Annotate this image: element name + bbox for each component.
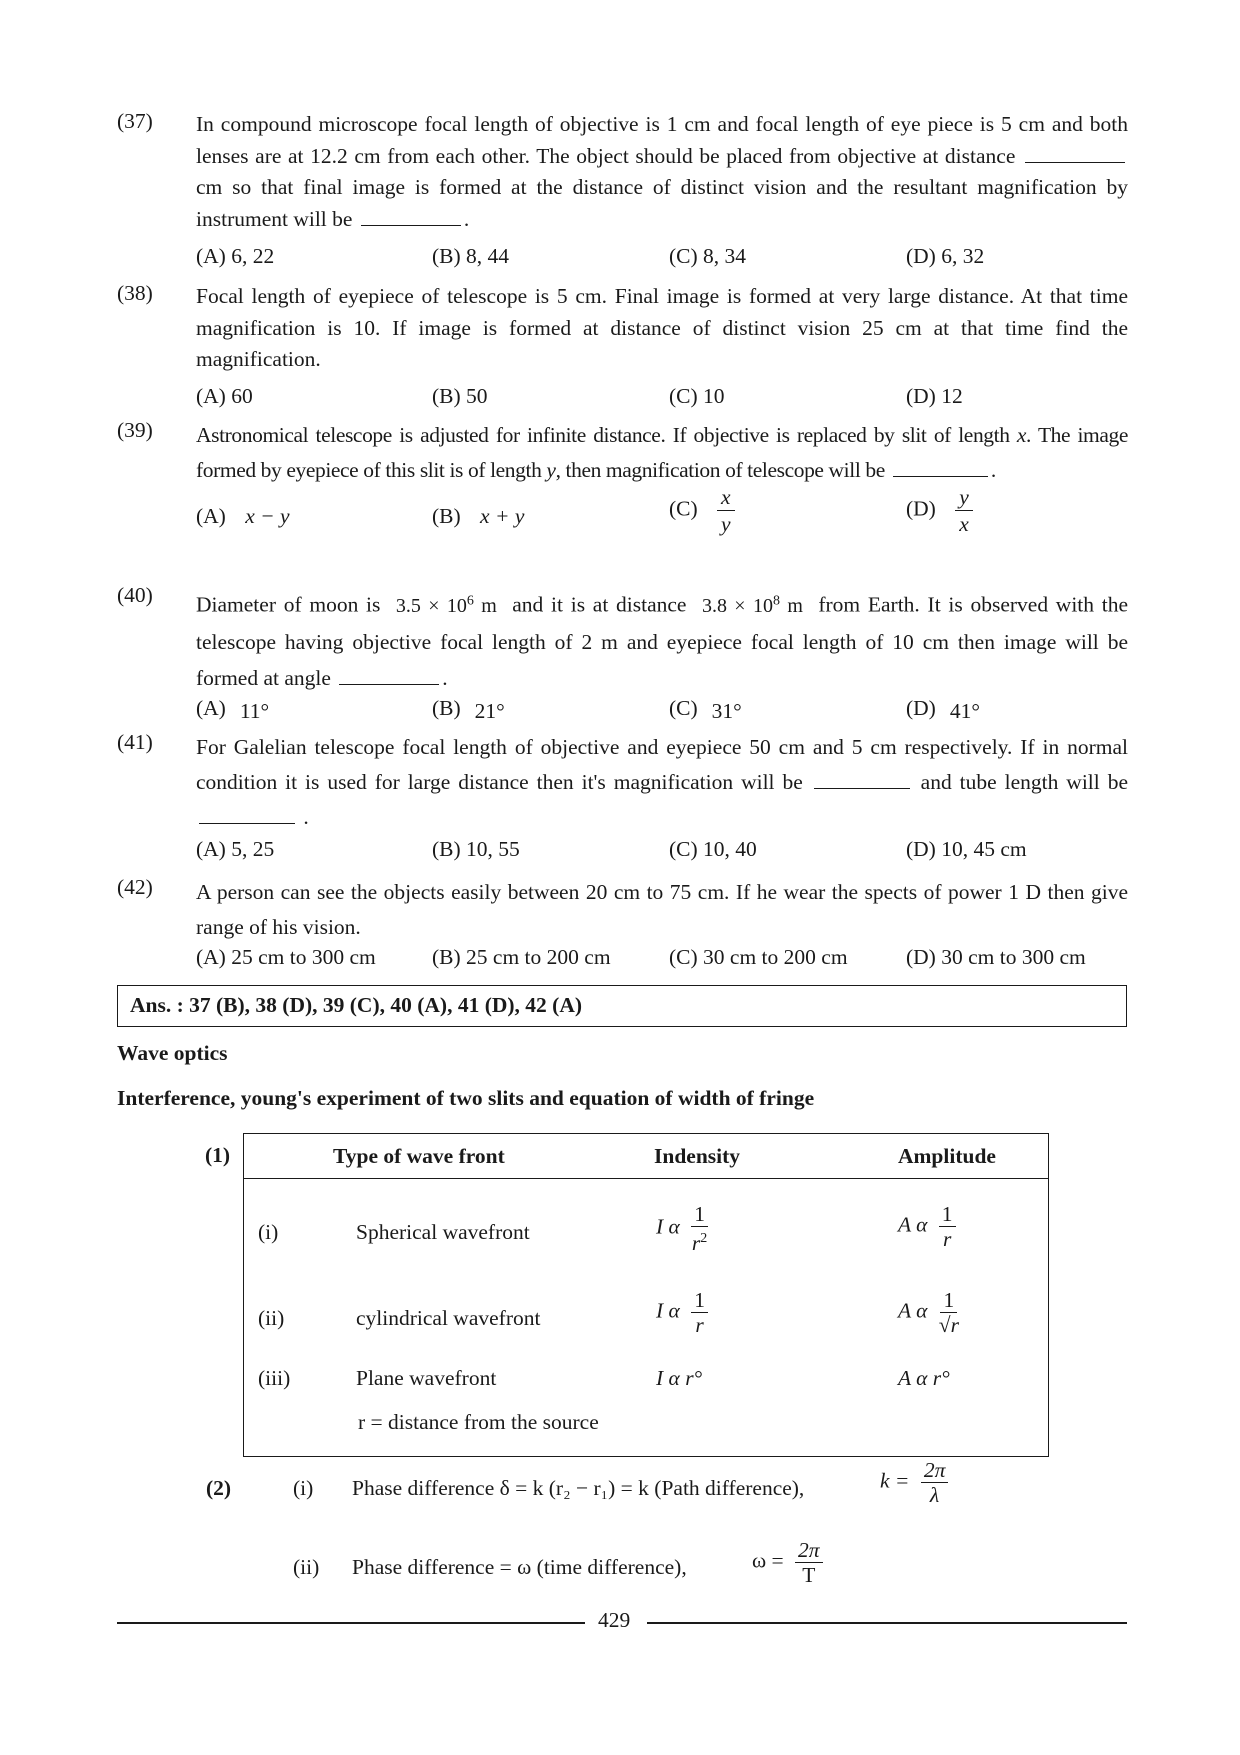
fraction-denominator: T xyxy=(802,1563,816,1587)
formula-fraction xyxy=(795,1538,823,1587)
option-d[interactable]: (D) 10, 45 cm xyxy=(906,837,1027,861)
formula-prefix: I α xyxy=(656,1298,680,1323)
formula-prefix: ω = xyxy=(752,1548,784,1573)
phase-difference-formula xyxy=(352,1476,804,1501)
option-c[interactable]: (C) 8, 34 xyxy=(669,244,747,268)
wave-number-formula xyxy=(880,1458,948,1507)
fraction-numerator: 1 xyxy=(691,1288,708,1313)
angular-frequency-formula xyxy=(752,1538,823,1587)
option-c[interactable]: (C) 10 xyxy=(669,384,725,408)
answer-blank xyxy=(339,666,439,685)
row-intensity xyxy=(656,1288,708,1337)
question-41 xyxy=(117,730,1128,861)
formula-fraction xyxy=(691,1202,708,1255)
question-text-part: . xyxy=(303,805,309,829)
option-a[interactable]: (A) 5, 25 xyxy=(196,837,275,861)
fraction-denominator xyxy=(692,1227,707,1255)
sub-index: (i) xyxy=(293,1476,314,1500)
question-40 xyxy=(117,583,1129,723)
answer-blank xyxy=(893,458,988,477)
question-number: (42) xyxy=(117,875,153,899)
option-value: 41° xyxy=(949,699,980,723)
option-value: x + y xyxy=(480,504,525,528)
fraction-denominator: r xyxy=(695,1313,704,1337)
option-label: (D) xyxy=(906,496,936,521)
fraction-numerator: 2π xyxy=(921,1458,949,1483)
row-type: Plane wavefront xyxy=(356,1366,497,1390)
option-label: (C) xyxy=(669,496,698,521)
moon-diameter xyxy=(396,595,497,617)
question-text-part: Diameter of moon is xyxy=(196,592,381,617)
sub-index: (ii) xyxy=(293,1555,320,1579)
option-c[interactable] xyxy=(669,484,735,537)
option-b[interactable]: (B) 8, 44 xyxy=(432,244,510,268)
question-text-part: In compound microscope focal length of objective is 1 cm and focal length of eye piece is 5 cm and both lenses are at 12.2 cm from each other. The object should be placed from objective at distance xyxy=(196,112,1128,168)
table-note: r = distance from the source xyxy=(358,1410,599,1434)
fraction-numerator: 2π xyxy=(795,1538,823,1563)
row-intensity: I α r° xyxy=(656,1366,703,1390)
question-number: (39) xyxy=(117,418,153,442)
formula-fraction xyxy=(939,1202,956,1251)
variable-y: y xyxy=(546,458,556,482)
header-intensity: Indensity xyxy=(654,1144,741,1168)
header-amplitude: Amplitude xyxy=(898,1144,996,1168)
option-a[interactable] xyxy=(196,504,290,529)
question-text: A person can see the objects easily between 20 cm to 75 cm. If he wear the spects of power 1 D then give range of his vision. xyxy=(196,880,1128,939)
question-text-part: . xyxy=(990,458,996,482)
variable-x: x xyxy=(1016,423,1027,447)
item-label: (2) xyxy=(206,1476,232,1500)
table-header xyxy=(244,1134,1048,1179)
question-text-part: cm so that final image is formed at the distance of distinct vision and the resultant magnification by instrument will be xyxy=(196,175,1128,231)
sci-exponent: 6 xyxy=(466,593,474,608)
row-amplitude xyxy=(898,1202,956,1251)
fraction-numerator: 1 xyxy=(940,1288,957,1313)
question-text xyxy=(196,730,1128,835)
answer-blank xyxy=(361,207,461,226)
option-value: 21° xyxy=(474,699,505,723)
option-label: (A) xyxy=(196,696,226,720)
footer-rule-right xyxy=(647,1622,1127,1624)
row-index: (iii) xyxy=(258,1366,291,1390)
answer-blank xyxy=(199,805,295,824)
option-d[interactable] xyxy=(906,696,980,721)
formula-text: Phase difference δ = k (r₂ − r₁) = k (Path difference), xyxy=(352,1476,805,1500)
answer-key-box: Ans. : 37 (B), 38 (D), 39 (C), 40 (A), 41 (D), 42 (A) xyxy=(117,985,1127,1027)
fraction-denominator: √r xyxy=(938,1313,959,1337)
question-text xyxy=(196,109,1128,235)
option-b[interactable]: (B) 50 xyxy=(432,384,488,408)
fraction-denominator: y xyxy=(721,512,731,536)
section-title: Wave optics xyxy=(117,1041,228,1065)
question-number: (40) xyxy=(117,583,153,607)
formula-prefix: A α xyxy=(898,1212,928,1237)
option-a[interactable]: (A) 25 cm to 300 cm xyxy=(196,945,376,969)
question-number: (41) xyxy=(117,730,153,754)
question-text-part: and it is at distance xyxy=(512,592,687,617)
fraction-denominator: r xyxy=(942,1227,952,1251)
option-d[interactable]: (D) 12 xyxy=(906,384,963,408)
option-fraction xyxy=(955,484,973,537)
sci-exponent: 8 xyxy=(772,593,780,608)
option-a[interactable]: (A) 6, 22 xyxy=(196,244,275,268)
answer-blank xyxy=(814,770,910,789)
option-label: (D) xyxy=(906,696,936,720)
question-text-part: from Earth. It is observed with the telescope having objective focal length of 2 m and eyepiece focal length of 10 cm then image will be formed at angle xyxy=(196,592,1129,690)
formula-fraction xyxy=(939,1288,959,1337)
row-type: Spherical wavefront xyxy=(356,1220,530,1244)
unit: m xyxy=(481,594,497,617)
answer-blank xyxy=(1025,144,1125,163)
question-text-part: , then magnification of telescope will be xyxy=(555,458,885,482)
fraction-denominator: x xyxy=(959,512,969,536)
option-b[interactable]: (B) 25 cm to 200 cm xyxy=(432,945,611,969)
option-d[interactable]: (D) 30 cm to 300 cm xyxy=(906,945,1086,969)
page-number: 429 xyxy=(598,1608,631,1632)
fraction-numerator: 1 xyxy=(939,1202,956,1227)
formula-text: Phase difference = ω (time difference), xyxy=(352,1555,687,1579)
unit: m xyxy=(787,594,803,617)
question-text-part: and tube length will be xyxy=(920,770,1128,794)
option-value: 11° xyxy=(239,699,270,723)
question-text xyxy=(196,583,1128,696)
option-value: x − y xyxy=(245,504,290,528)
sci-base: 3.5 × 10 xyxy=(395,594,467,617)
question-number: (37) xyxy=(117,109,153,133)
question-text-part: . xyxy=(463,206,470,231)
option-c[interactable]: (C) 30 cm to 200 cm xyxy=(669,945,848,969)
formula-prefix: A α xyxy=(898,1298,928,1323)
footer-rule-left xyxy=(117,1622,585,1624)
option-label: (C) xyxy=(669,696,698,720)
row-index: (i) xyxy=(258,1220,279,1244)
option-b[interactable]: (B) 10, 55 xyxy=(432,837,520,861)
sci-base: 3.8 × 10 xyxy=(701,594,773,617)
option-d[interactable]: (D) 6, 32 xyxy=(906,244,985,268)
header-type: Type of wave front xyxy=(333,1144,505,1168)
formula-prefix: I α xyxy=(656,1214,680,1239)
question-37 xyxy=(117,109,1128,268)
option-label: (A) xyxy=(196,504,226,528)
formula-prefix: k = xyxy=(880,1468,910,1493)
option-fraction xyxy=(717,484,735,537)
question-39 xyxy=(117,418,1129,536)
question-42 xyxy=(117,875,1128,969)
denominator-base: r xyxy=(691,1231,701,1256)
fraction-numerator: 1 xyxy=(691,1202,708,1227)
row-index: (ii) xyxy=(258,1306,285,1330)
option-label: (B) xyxy=(432,696,461,720)
formula-fraction xyxy=(921,1458,949,1507)
option-value: 31° xyxy=(711,699,742,723)
question-text-part: Astronomical telescope is adjusted for infinite distance. If objective is replaced by slit of length xyxy=(196,423,1010,447)
question-number: (38) xyxy=(117,281,153,305)
wavefront-table xyxy=(243,1133,1049,1457)
question-text-part: For Galelian telescope focal length of objective and eyepiece 50 cm and 5 cm respectively. If in normal condition it is used for large distance then it's magnification will be xyxy=(196,735,1128,794)
option-c[interactable] xyxy=(669,696,742,721)
phase-time-formula xyxy=(352,1555,687,1580)
item-label: (1) xyxy=(205,1143,231,1167)
row-type: cylindrical wavefront xyxy=(356,1306,541,1330)
denominator-exponent: 2 xyxy=(700,1231,708,1246)
option-label: (B) xyxy=(432,504,461,528)
option-d[interactable] xyxy=(906,484,973,537)
option-b[interactable] xyxy=(432,696,505,721)
option-a[interactable]: (A) 60 xyxy=(196,384,253,408)
option-c[interactable]: (C) 10, 40 xyxy=(669,837,757,861)
row-intensity xyxy=(656,1202,708,1255)
row-amplitude: A α r° xyxy=(898,1366,950,1390)
question-text-part: . The image formed by eyepiece of this slit is of length xyxy=(196,423,1129,482)
question-text xyxy=(196,418,1128,488)
fraction-denominator: λ xyxy=(929,1483,940,1507)
question-text-part: . xyxy=(442,665,448,690)
fraction-numerator: x xyxy=(717,484,735,511)
option-b[interactable] xyxy=(432,504,524,529)
fraction-numerator: y xyxy=(955,484,973,511)
moon-distance xyxy=(702,595,803,617)
question-38 xyxy=(117,281,1128,408)
row-amplitude xyxy=(898,1288,959,1337)
subsection-title: Interference, young's experiment of two slits and equation of width of fringe xyxy=(117,1086,815,1110)
option-a[interactable] xyxy=(196,696,269,721)
formula-fraction xyxy=(691,1288,708,1337)
question-text: Focal length of eyepiece of telescope is 5 cm. Final image is formed at very large distance. At that time magnification is 10. If image is formed at distance of distinct vision 25 cm at that time find the magnification. xyxy=(196,284,1128,371)
